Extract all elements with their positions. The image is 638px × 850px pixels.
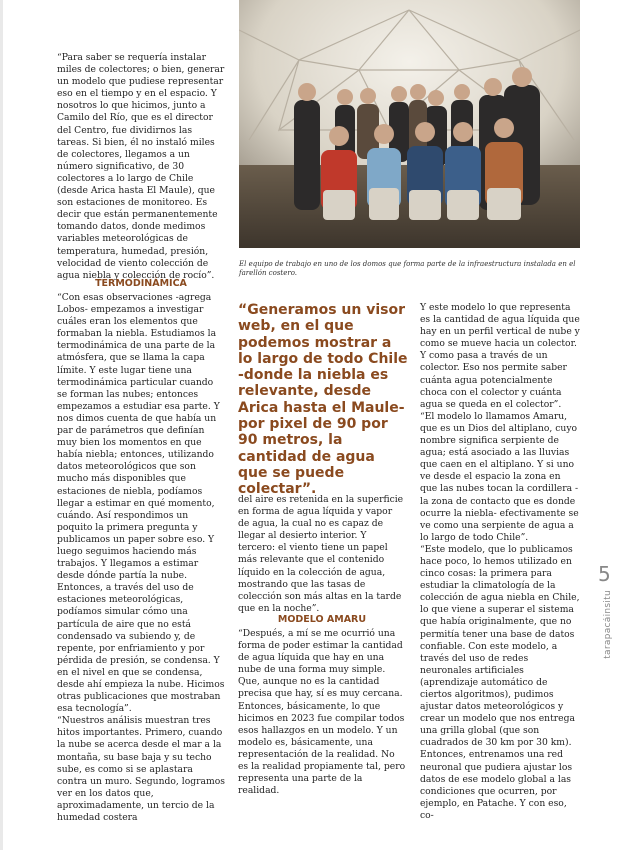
left-column-top (57, 52, 225, 282)
left-column-bottom (57, 292, 225, 824)
right-paragraph-1: Y este modelo lo que representa es la cantidad de agua líquida que hay en un perfil vertical de nube y como se mueve hacia un colector. Y como pasa a través de un colector. Eso nos permite saber cuánta agua potencialmente choca con el colector y cuánta agua se queda en el colector”. (420, 302, 580, 410)
page-number: 5 (598, 562, 611, 586)
section-title-modelo-amaru: MODELO AMARU (277, 614, 367, 625)
section-title-termodinamica: TERMODINÁMICA (95, 278, 187, 289)
left-paragraph-1: “Para saber se requería instalar miles de colectores; o bien, generar un modelo que pudiese representar eso en el tiempo y en el espacio. Y nosotros lo que hicimos, junto a Camilo del Río, que es el director del Centro, fue dividirnos las tareas. Si bien, él no instaló miles de colectores, llegamos a un número significativo, de 30 colectores a lo largo de Chile (desde Arica hasta El Maule), que son estaciones de monitoreo. Es decir que están permanentemente tomando datos, donde medimos variables meteorológicas de temperatura, humedad, presión, velocidad de viento colección de agua niebla y colección de rocío”. (57, 52, 225, 281)
page-edge (0, 0, 3, 850)
left-paragraph-3: “Nuestros análisis muestran tres hitos importantes. Primero, cuando la nube se acerca desde el mar a la montaña, su base baja y su techo sube, es como si se aplastara contra un muro. Segundo, logramos ver en los datos que, aproximadamente, un tercio de la humedad costera (57, 715, 225, 824)
team-photo (239, 0, 580, 248)
middle-paragraph-1: del aire es retenida en la superficie en forma de agua líquida y vapor de agua, la cual no es capaz de llegar al desierto interior. Y tercero: el viento tiene un papel más relevante que el contenido líquido en la colección de agua, mostrando que las tasas de colección son más altas en la tarde que en la noche”. (238, 494, 404, 614)
middle-column-top (238, 494, 406, 615)
magazine-name: tarapacáinsitu (603, 590, 613, 659)
right-paragraph-3: “Este modelo, que lo publicamos hace poco, lo hemos utilizado en cinco cosas: la primera para estudiar la climatología de la colección de agua niebla en Chile, lo que viene a superar el sistema que había originalmente, que no permitía tener una base de datos confiable. Con este modelo, a través del uso de redes neuronales artificiales (aprendizaje automático de ciertos algoritmos), pudimos ajustar datos meteorológicos y crear un modelo que nos entrega una grilla global (que son cuadrados de 30 km por 30 km). Entonces, entrenamos una red neuronal que pudiera ajustar los datos de ese modelo global a las condiciones que ocurren, por ejemplo, en Patache. Y con eso, co- (420, 543, 580, 821)
middle-paragraph-2: “Después, a mí se me ocurrió una forma de poder estimar la cantidad de agua líquida que hay en una nube de una forma muy simple. Que, aunque no es la cantidad precisa que hay, sí es muy cercana. Entonces, básicamente, lo que hicimos en 2023 fue compilar todos esos hallazgos en un modelo. Y un modelo es, básicamente, una representación de la realidad. No es la realidad propiamente tal, pero representa una parte de la realidad. (238, 628, 406, 797)
right-column (420, 302, 580, 822)
middle-column-bottom (238, 628, 406, 797)
pull-quote: “Generamos un visor web, en el que podemos mostrar a lo largo de todo Chile -donde la niebla es relevante, desde Arica hasta el Maule- por pixel de 90 por 90 metros, la cantidad de agua que se puede colectar”. (238, 302, 408, 498)
photo-caption: El equipo de trabajo en uno de los domos que forma parte de la infraestructura instalada en el farellón costero. (239, 260, 576, 277)
left-paragraph-2: “Con esas observaciones -agrega Lobos- empezamos a investigar cuáles eran los elementos que formaban la niebla. Estudiamos la termodinámica de una parte de la atmósfera, que se llama la capa límite. Y este lugar tiene una termodinámica particular cuando se forman las nubes; entonces empezamos a estudiar esa parte. Y nos dimos cuenta de que había un par de parámetros que definían muy bien los momentos en que había niebla; entonces, utilizando datos meteorológicos que son mucho más disponibles que estaciones de niebla, podíamos llegar a estimar en qué momento, cuándo. Así respondimos un poquito la primera pregunta y publicamos un paper sobre eso. Y luego seguimos haciendo más trabajos. Y llegamos a estimar desde dónde partía la nube. Entonces, a través del uso de estaciones meteorológicas, podíamos simular cómo una partícula de aire que no está condensado va subiendo y, de repente, por enfriamiento y por pérdida de presión, se condensa. Y en el nivel en que se condensa, desde ahí empieza la nube. Hicimos otras publicaciones que mostraban esa tecnología”. (57, 292, 225, 715)
right-paragraph-2: “El modelo lo llamamos Amaru, que es un Dios del altiplano, cuyo nombre significa serpiente de agua; está asociado a las lluvias que caen en el altiplano. Y si uno ve desde el espacio la zona en que las nubes tocan la cordillera -la zona de contacto que es donde ocurre la niebla- efectivamente se ve como una serpiente de agua a lo largo de todo Chile”. (420, 410, 579, 543)
